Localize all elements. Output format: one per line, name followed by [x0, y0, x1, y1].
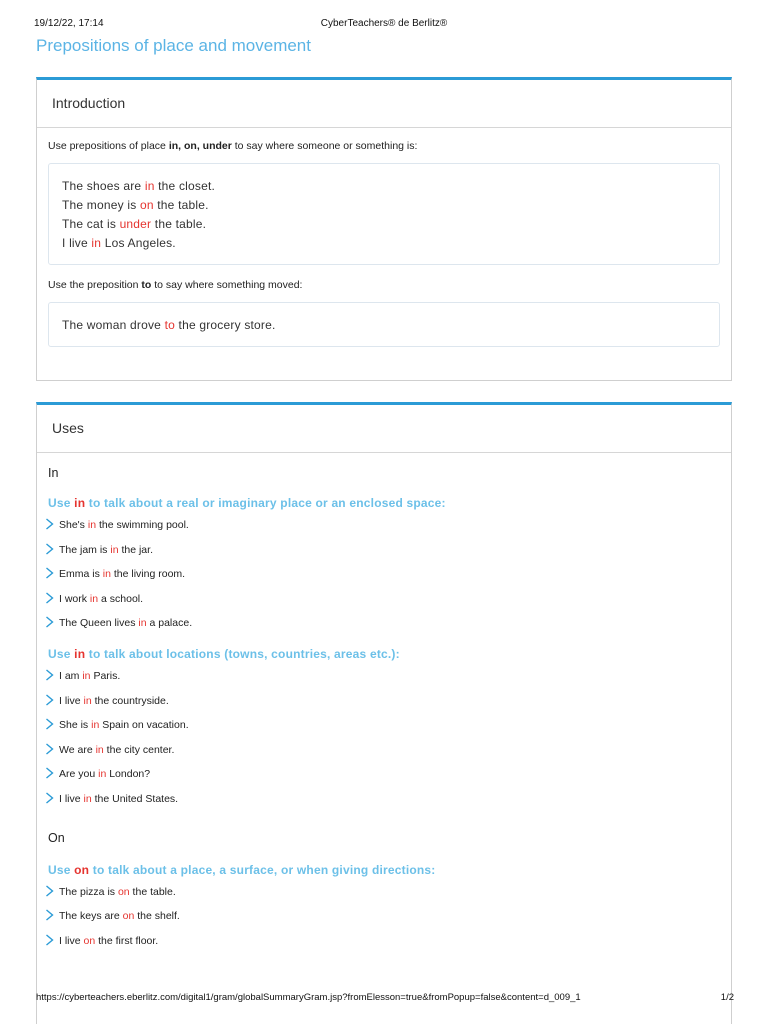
- chevron-right-icon: [45, 518, 54, 530]
- print-url: https://cyberteachers.eberlitz.com/digital1/gram/globalSummaryGram.jsp?fromElesson=true&fromPopup=false&content=d_009_1: [36, 992, 581, 1003]
- chevron-right-icon: [45, 669, 54, 681]
- uses-heading: Uses: [37, 405, 731, 453]
- example-sentence: The cat is under the table.: [62, 217, 207, 231]
- use-heading-in-places: Use in to talk about a real or imaginary place or an enclosed space:: [48, 496, 446, 510]
- chevron-right-icon: [45, 718, 54, 730]
- list-item: The pizza is on the table.: [45, 883, 731, 908]
- chevron-right-icon: [45, 616, 54, 628]
- examples-list-on-places: [45, 883, 731, 957]
- list-item: The Queen lives in a palace.: [45, 614, 731, 639]
- list-item: We are in the city center.: [45, 741, 731, 766]
- list-item: I live in the United States.: [45, 790, 731, 815]
- print-site-name: CyberTeachers® de Berlitz®: [320, 18, 448, 29]
- chevron-right-icon: [45, 934, 54, 946]
- example-sentence: I live in Los Angeles.: [62, 236, 176, 250]
- section-label-on: On: [48, 830, 65, 845]
- list-item: The jam is in the jar.: [45, 541, 731, 566]
- chevron-right-icon: [45, 909, 54, 921]
- chevron-right-icon: [45, 694, 54, 706]
- rule-movement: Use the preposition to to say where something moved:: [48, 279, 303, 291]
- chevron-right-icon: [45, 567, 54, 579]
- chevron-right-icon: [45, 767, 54, 779]
- introduction-panel: [36, 77, 732, 381]
- rule-place: Use prepositions of place in, on, under to say where someone or something is:: [48, 140, 418, 152]
- chevron-right-icon: [45, 543, 54, 555]
- example-sentence: The woman drove to the grocery store.: [62, 318, 276, 332]
- example-sentence: The shoes are in the closet.: [62, 179, 216, 193]
- examples-movement-box: [48, 302, 720, 347]
- list-item: I am in Paris.: [45, 667, 731, 692]
- list-item: Emma is in the living room.: [45, 565, 731, 590]
- chevron-right-icon: [45, 743, 54, 755]
- uses-panel: [36, 402, 732, 1024]
- print-header: [0, 18, 768, 32]
- page-title: Prepositions of place and movement: [36, 36, 311, 55]
- examples-list-in-places: [45, 516, 731, 639]
- examples-list-in-locations: [45, 667, 731, 815]
- chevron-right-icon: [45, 792, 54, 804]
- list-item: I live on the first floor.: [45, 932, 731, 957]
- section-label-in: In: [48, 466, 59, 480]
- list-item: Are you in London?: [45, 765, 731, 790]
- example-sentence: The money is on the table.: [62, 198, 209, 212]
- chevron-right-icon: [45, 592, 54, 604]
- list-item: I work in a school.: [45, 590, 731, 615]
- page-number: 1/2: [720, 992, 734, 1003]
- introduction-heading: Introduction: [37, 80, 731, 128]
- list-item: The keys are on the shelf.: [45, 907, 731, 932]
- chevron-right-icon: [45, 885, 54, 897]
- list-item: I live in the countryside.: [45, 692, 731, 717]
- examples-place-box: [48, 163, 720, 265]
- use-heading-in-locations: Use in to talk about locations (towns, countries, areas etc.):: [48, 646, 400, 661]
- use-heading-on-places: Use on to talk about a place, a surface, or when giving directions:: [48, 862, 436, 877]
- list-item: She's in the swimming pool.: [45, 516, 731, 541]
- list-item: She is in Spain on vacation.: [45, 716, 731, 741]
- print-date: 19/12/22, 17:14: [34, 18, 104, 29]
